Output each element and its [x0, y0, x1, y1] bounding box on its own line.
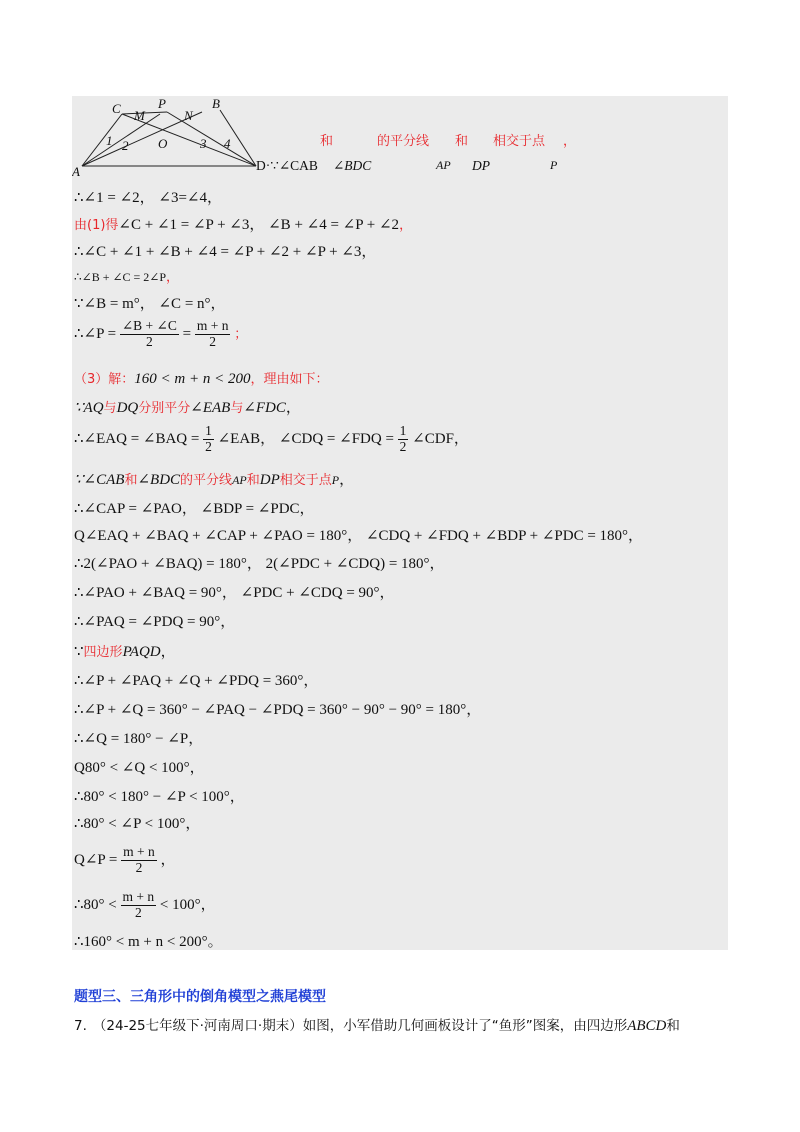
line-24: ∴80° < $\frac{m + n}{2}$ < 100°，: [74, 889, 216, 920]
header-red-5: ，: [563, 134, 577, 149]
label-B: B: [212, 98, 220, 111]
line-7: （3）解：160 < m + n < 200，理由如下：: [74, 371, 329, 387]
line-23: Q∠P = $\frac{m + n}{2}$ ，: [74, 844, 176, 875]
line-1: ∴∠1 = ∠2， ∠3=∠4，: [74, 190, 222, 206]
label-M: M: [134, 108, 145, 123]
angle-2: 2: [122, 138, 129, 153]
header-math-4: DP: [472, 158, 490, 173]
label-O: O: [158, 136, 168, 151]
line-13: ∴2(∠PAO + ∠BAQ) = 180°， 2(∠PDC + ∠CDQ) = 180°，: [74, 556, 445, 572]
line-15: ∴∠PAQ = ∠PDQ = 90°，: [74, 614, 236, 630]
line-2: 由(1)得∠C + ∠1 = ∠P + ∠3， ∠B + ∠4 = ∠P + ∠2，: [74, 217, 413, 233]
label-N: N: [184, 108, 193, 123]
header-red-2: 的平分线: [377, 134, 430, 149]
section-title: 题型三、三角形中的倒角模型之燕尾模型: [74, 989, 326, 1005]
line-21: ∴80° < 180° − ∠P < 100°，: [74, 789, 245, 805]
line-19: ∴∠Q = 180° − ∠P，: [74, 731, 204, 747]
line-11: ∴∠CAP = ∠PAO， ∠BDP = ∠PDC，: [74, 501, 315, 517]
label-P: P: [158, 98, 166, 111]
line-20: Q80° < ∠Q < 100°，: [74, 760, 205, 776]
line-18: ∴∠P + ∠Q = 360° − ∠PAQ − ∠PDQ = 360° − 90° − 90° = 180°，: [74, 702, 482, 718]
angle-4: 4: [224, 136, 231, 151]
label-C: C: [112, 101, 121, 116]
line-5: ∵∠B = m°， ∠C = n°，: [74, 296, 226, 312]
line-17: ∴∠P + ∠PAQ + ∠Q + ∠PDQ = 360°，: [74, 673, 319, 689]
angle-3: 3: [200, 136, 207, 151]
header-red-3: 和: [455, 134, 469, 149]
header-red-4: 相交于点: [493, 134, 546, 149]
header-math-1: D·∵∠CAB: [256, 158, 318, 173]
line-16: ∵四边形PAQD，: [74, 644, 176, 660]
header-math-3: AP: [436, 158, 451, 172]
header-math-5: P: [550, 158, 558, 172]
line-14: ∴∠PAO + ∠BAQ = 90°， ∠PDC + ∠CDQ = 90°，: [74, 585, 395, 601]
line-12: Q∠EAQ + ∠BAQ + ∠CAP + ∠PAO = 180°， ∠CDQ + ∠FDQ + ∠BDP + ∠PDC = 180°，: [74, 528, 644, 544]
line-6: ∴∠P = $\frac{\angle B + \angle C}{2}$ = $\frac{m + n}{2}$ ；: [74, 318, 248, 349]
line-25: ∴160° < m + n < 200°。: [74, 934, 223, 950]
header-math-2: ∠BDC: [333, 158, 372, 173]
line-8: ∵AQ与DQ分别平分∠EAB与∠FDC，: [74, 400, 301, 416]
angle-1: 1: [106, 133, 113, 148]
line-10: ∵∠CAB和∠BDC的平分线AP和DP相交于点P，: [74, 472, 355, 488]
line-3: ∴∠C + ∠1 + ∠B + ∠4 = ∠P + ∠2 + ∠P + ∠3，: [74, 244, 377, 260]
geometry-figure: [72, 98, 272, 178]
header-red-1: 和: [320, 134, 334, 149]
problem-7: 7. （24-25七年级下·河南周口·期末）如图，小军借助几何画板设计了“鱼形”图案，由四边形ABCD和: [74, 1018, 680, 1034]
label-A: A: [72, 164, 80, 178]
line-4: ∴∠B + ∠C = 2∠P，: [74, 270, 180, 285]
line-9: ∴∠EAQ = ∠BAQ = $\frac{1}{2}$ ∠EAB， ∠CDQ = ∠FDQ = $\frac{1}{2}$ ∠CDF，: [74, 423, 469, 454]
line-22: ∴80° < ∠P < 100°，: [74, 816, 201, 832]
